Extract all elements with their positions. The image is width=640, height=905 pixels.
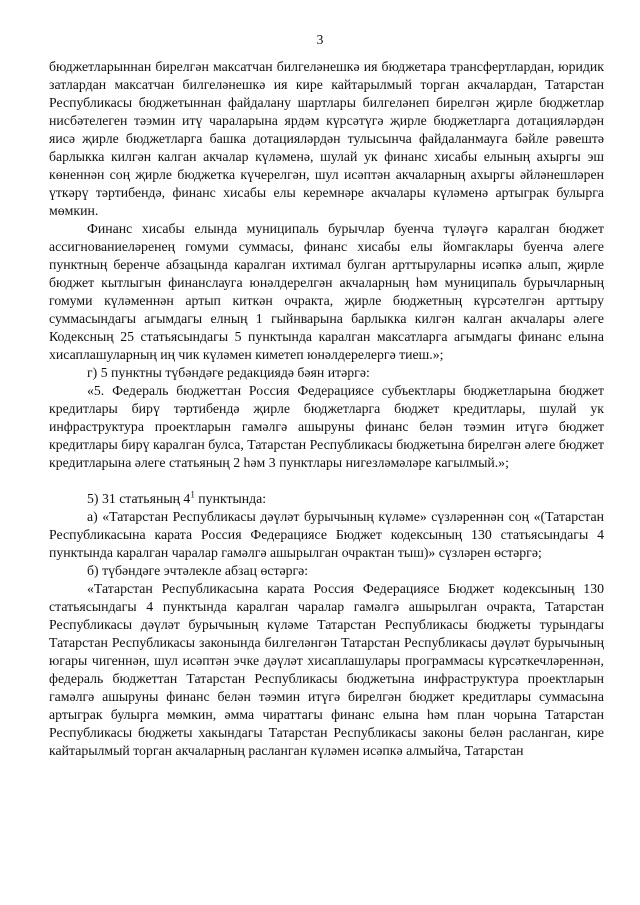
paragraph: б) түбәндәге эчтәлекле абзац өстәргә: (87, 563, 309, 578)
paragraph-with-superscript (49, 490, 604, 508)
paragraph: Финанс хисабы елында муниципаль бурычлар буенча түләүгә каралган бюджет ассигнованиеләренең гомуми суммасы, финанс хисабы елы йомгаклары буенча әлеге пунктның беренче абзацында каралган ихтимал булган арттыруларны исәпкә алып, җирле бюджет кытлыгын финанслауга юнәлдерелгән акчаларның һәм муниципаль бурычларның гомуми күләменнән артып киткән очракта, җирле бюджетның күрсәтелгән арттыру суммасындагы агымдагы елның 1 гыйнварына барлыкка килгән калган акчалары әлеге Кодексның 25 статьясындагы 5 пунктында каралган максатларга агымдагы финанс елына хисаплашуларның иң чик күләмен киметеп юнәлдерелергә тиеш.»; (49, 221, 604, 362)
paragraph: а) «Татарстан Республикасы дәүләт бурычының күләме» сүзләреннән соң «(Татарстан Республикасына карата Россия Федерациясе Бюджет кодексының 130 статьясындагы 4 пунктында каралган чаралар гамәлгә ашырылган очрактан тыш)» сүзләрен өстәргә; (49, 509, 604, 560)
paragraph: г) 5 пунктны түбәндәге редакциядә бәян итәргә: (87, 365, 370, 380)
paragraph: «5. Федераль бюджеттан Россия Федерациясе субъектлары бюджетларына бюджет кредитлары бирү тәртибендә җирле бюджетларга бюджет кредитлары, шулай ук инфраструктура проектларын гамәлгә ашыруны финанс белән тәэмин итүгә бюджет кредитлары бирү каралган булса, Татарстан Республикасы бюджетына бирелгән әлеге бюджет кредитларына әлеге статьяның 2 һәм 3 пунктлары нигезләмәләре кагылмый.»; (49, 383, 604, 470)
paragraph-text: пунктында: (194, 491, 267, 506)
paragraph: бюджетларыннан бирелгән максатчан билгеләнешкә ия бюджетара трансфертлардан, юридик затлардан максатчан билгеләнешкә ия кире кайтарылмый торган акчалардан, Татарстан Республикасы бюджетыннан файдалану шартлары билгеләнеп бирелгән җирле бюджетлар нисбәтелеген тәэмин итү чараларына ярдәм күрсәтүгә җирле бюджетларга дотацияләрдән яисә җирле бюджетларга башка дотацияләрдән тулысынча файдаланмауга бәйле рәвештә барлыкка килгән калган акчалар күләменә, шулай ук финанс хисабы елының ахыргы эш көненнән соң җирле бюджетка күчерелгән, шул исәптән акчаларның ахыргы әйләнешләрен үткәрү тәртибендә, финанс хисабы елы керемнәре акчалары күләменә артыграк булырга мөмкин. (49, 59, 604, 218)
document-body (49, 58, 604, 760)
superscript: 1 (190, 489, 195, 500)
paragraph: «Татарстан Республикасына карата Россия Федерациясе Бюджет кодексының 130 статьясындагы 4 пунктында каралган чаралар гамәлгә ашырылган очракта, Татарстан Республикасы дәүләт бурычының күләме Татарстан Республикасы бюджеты турындагы Татарстан Республикасы законында билгеләнгән Татарстан Республикасы дәүләт бурычының югары чигеннән, шул исәптән эчке дәүләт хисаплашулары программасы күрсәткечләреннән, федераль бюджеттан Татарстан Республикасы бюджетына инфраструктура проектларын гамәлгә ашыруны финанс белән тәэмин итүгә бирелгән бюджет кредитлары суммасына артыграк булырга мөмкин, әмма чираттагы финанс елына һәм план чорына Татарстан Республикасы бюджеты хакындагы Татарстан Республикасы законы белән расланган, кире кайтарылмый торган акчаларның расланган күләмен исәпкә алмыйча, Татарстан (49, 581, 604, 758)
paragraph-text: 5) 31 статьяның 4 (87, 491, 191, 506)
page-number: 3 (316, 32, 324, 47)
